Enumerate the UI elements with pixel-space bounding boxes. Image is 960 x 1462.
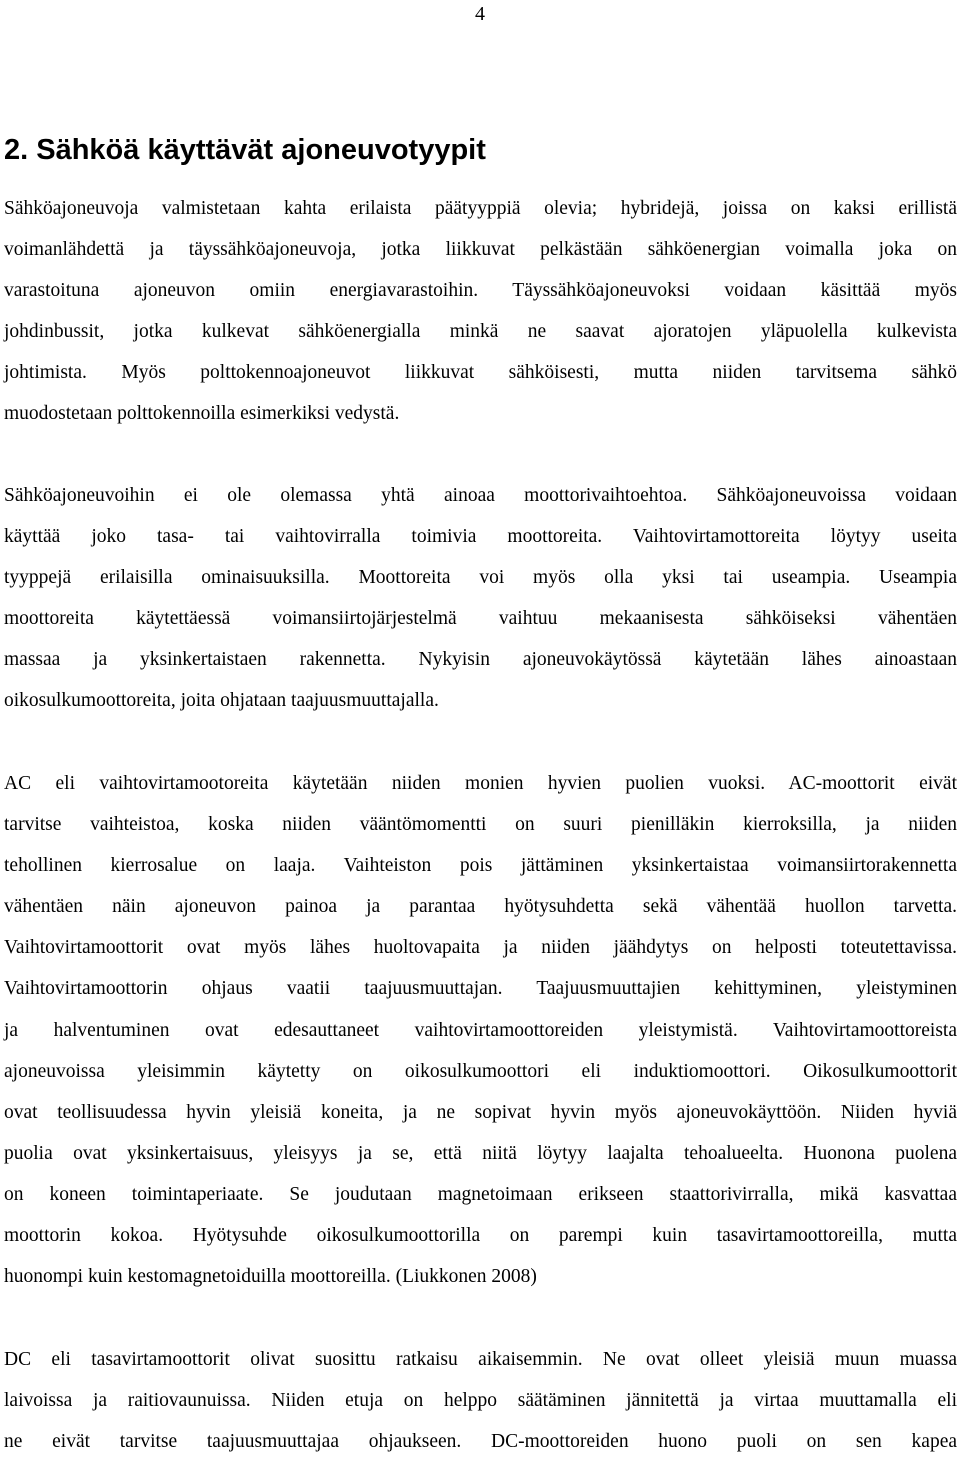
text-line: vähentäen näin ajoneuvon painoa ja parantaa hyötysuhdetta sekä vähentää huollon tarvetta. [4,896,957,918]
text-line: DC eli tasavirtamoottorit olivat suosittu ratkaisu aikaisemmin. Ne ovat olleet yleisiä muun muassa [4,1349,957,1370]
text-line: AC eli vaihtovirtamootoreita käytetään niiden monien hyvien puolien vuoksi. AC-moottorit eivät [4,773,957,794]
paragraph-vehicle-types [4,188,957,435]
text-line: moottoreita käytettäessä voimansiirtojärjestelmä vaihtuu mekaanisesta sähköiseksi vähentäen [4,608,957,630]
paragraph-dc-motors [4,1339,957,1462]
text-line: moottorin kokoa. Hyötysuhde oikosulkumoottorilla on parempi kuin tasavirtamoottoreilla, mutta [4,1225,957,1247]
text-line: ovat teollisuudessa hyvin yleisiä koneita, ja ne sopivat hyvin myös ajoneuvokäyttöön. Niiden hyviä [4,1101,957,1123]
text-line: johtimista. Myös polttokennoajoneuvot liikkuvat sähköisesti, mutta niiden tarvitsema sähkö [4,362,957,384]
text-line: ajoneuvoissa yleisimmin käytetty on oikosulkumoottori eli induktiomoottori. Oikosulkumoottorit [4,1060,957,1082]
text-line: laivoissa ja raitiovaunuissa. Niiden etuja on helppo säätäminen jännitettä ja virtaa muuttamalla eli [4,1390,957,1412]
text-line: puolia ovat yksinkertaisuus, yleisyys ja se, että niitä löytyy laajalta tehoalueelta. Huonona puolena [4,1142,957,1164]
text-line: Vaihtovirtamoottorit ovat myös lähes huoltovapaita ja niiden jäähdytys on helposti toteutettavissa. [4,937,957,959]
text-line: Sähköajoneuvoja valmistetaan kahta erilaista päätyyppiä olevia; hybridejä, joissa on kaksi erillistä [4,198,957,219]
text-line: voimanlähdettä ja täyssähköajoneuvoja, jotka liikkuvat pelkästään sähköenergian voimalla joka on [4,239,957,261]
text-line: ne eivät tarvitse taajuusmuuttajaa ohjaukseen. DC-moottoreiden huono puoli on sen kapea [4,1431,957,1453]
section-heading: 2. Sähköä käyttävät ajoneuvotyypit [4,134,486,166]
text-line: varastoituna ajoneuvon omiin energiavarastoihin. Täyssähköajoneuvoksi voidaan käsittää myös [4,280,957,302]
text-line: tyyppejä erilaisilla ominaisuuksilla. Moottoreita voi myös olla yksi tai useampia. Useampia [4,567,957,589]
text-line: käyttää joko tasa- tai vaihtovirralla toimivia moottoreita. Vaihtovirtamottoreita löytyy useita [4,526,957,548]
text-line: Vaihtovirtamoottorin ohjaus vaatii taajuusmuuttajan. Taajuusmuuttajien kehittyminen, yleistyminen [4,978,957,1000]
text-line: Sähköajoneuvoihin ei ole olemassa yhtä ainoaa moottorivaihtoehtoa. Sähköajoneuvoissa voidaan [4,485,957,506]
text-line: tarvitse vaihteistoa, koska niiden vääntömomentti on suuri pienilläkin kierroksilla, ja niiden [4,814,957,836]
text-line: massaa ja yksinkertaistaen rakennetta. Nykyisin ajoneuvokäytössä käytetään lähes ainoastaan [4,649,957,671]
text-line: muodostetaan polttokennoilla esimerkiksi vedystä. [4,403,400,425]
text-line: ja halventuminen ovat edesauttaneet vaihtovirtamoottoreiden yleistymistä. Vaihtovirtamoottoreista [4,1019,957,1041]
paragraph-ac-motors [4,763,957,1297]
text-line: johdinbussit, jotka kulkevat sähköenergialla minkä ne saavat ajoratojen yläpuolella kulkevista [4,321,957,343]
text-line: tehollinen kierrosalue on laaja. Vaihteiston pois jättäminen yksinkertaistaa voimansiirtorakennetta [4,855,957,877]
text-line: oikosulkumoottoreita, joita ohjataan taajuusmuuttajalla. [4,690,439,712]
page-number: 4 [475,3,485,25]
text-line: on koneen toimintaperiaate. Se joudutaan magnetoimaan erikseen staattorivirralla, mikä kasvattaa [4,1183,957,1205]
text-line: huonompi kuin kestomagnetoiduilla moottoreilla. (Liukkonen 2008) [4,1266,537,1288]
paragraph-motor-options [4,475,957,722]
